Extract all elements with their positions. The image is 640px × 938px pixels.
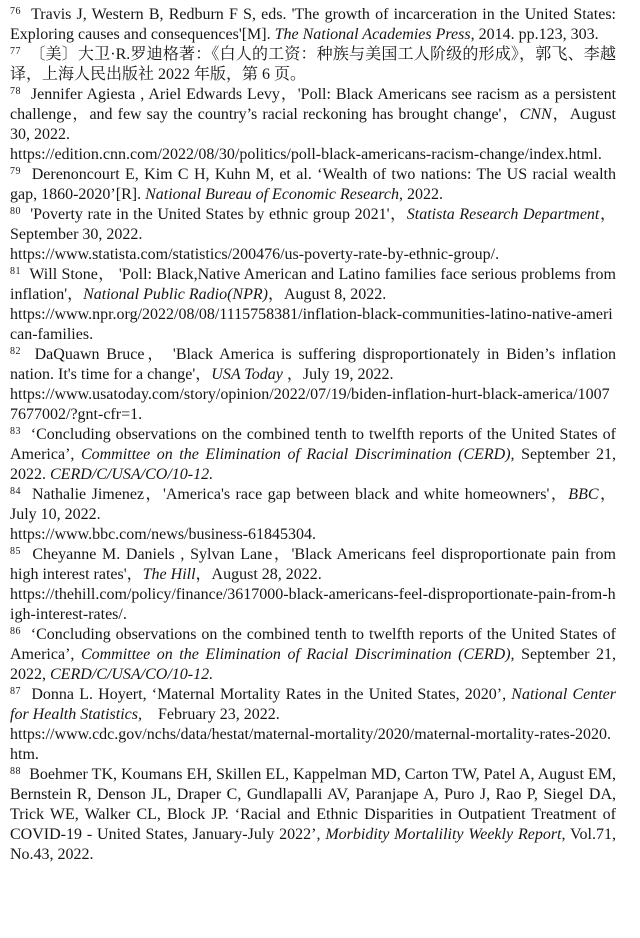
citation-text: Travis J, Western B, Redburn F S, eds. 'The growth of incarceration in the United States: Exploring causes and consequences'[M]. [10, 6, 616, 43]
footnote-number: 82 [10, 346, 21, 357]
citation-text: ‘Concluding observations on the combined tenth to twelfth reports of the United States of America’, [10, 626, 616, 663]
citation-text: September 21, 2022. [10, 446, 617, 483]
citation-text: ，July 10, 2022. [10, 486, 616, 523]
footnote-number: 84 [10, 486, 21, 497]
footnote-81 [10, 265, 616, 345]
source-title: Committee on the Elimination of Racial Discrimination (CERD), [80, 446, 515, 463]
source-title: National Public Radio(NPR) [83, 286, 268, 303]
footnote-79 [10, 165, 616, 205]
footnote-number: 85 [10, 546, 21, 557]
citation-text: Derenoncourt E, Kim C H, Kuhn M, et al. ‘Wealth of two nations: The US racial wealth gap, 1860-2020’[R]. [10, 166, 616, 203]
citation-text: ，July 19, 2022. [282, 366, 394, 383]
source-title: National Center for Health Statistics, [10, 686, 617, 723]
footnote-83 [10, 425, 616, 485]
footnote-88 [10, 765, 616, 865]
citation-text: DaQuawn Bruce， 'Black America is suffering disproportionately in Biden’s inflation nation. It's time for a change'， [10, 346, 617, 383]
source-title: Committee on the Elimination of Racial Discrimination (CERD), [80, 646, 515, 663]
footnote-number: 77 [10, 46, 21, 57]
source-title: The Hill [142, 566, 196, 583]
source-title: CNN [519, 106, 552, 123]
footnote-86 [10, 625, 616, 685]
citation-text: Cheyanne M. Daniels , Sylvan Lane，'Black Americans feel disproportionate pain from high interest rates'， [10, 546, 616, 583]
footnote-number: 78 [10, 86, 21, 97]
citation-text: ，August 28, 2022. [195, 566, 322, 583]
citation-text: ，September 30, 2022. [10, 206, 617, 243]
footnote-80 [10, 205, 616, 265]
footnote-85 [10, 545, 616, 625]
citation-text: Donna L. Hoyert, ‘Maternal Mortality Rates in the United States, 2020’, [31, 686, 512, 703]
footnote-number: 87 [10, 686, 21, 697]
citation-text: Nathalie Jimenez，'America's race gap between black and white homeowners'， [31, 486, 569, 503]
citation-text: ，August 30, 2022. [10, 106, 616, 143]
footnote-number: 83 [10, 426, 21, 437]
footnote-87 [10, 685, 616, 765]
citation-text: ，August 8, 2022. [267, 286, 387, 303]
citation-text: 'Poverty rate in the United States by ethnic group 2021'， [30, 206, 407, 223]
footnote-76 [10, 5, 616, 45]
url-text: https://thehill.com/policy/finance/3617000-black-americans-feel-disproportionate-pain-from-high-interest-rates/. [10, 586, 616, 623]
source-title: CERD/C/USA/CO/10-12. [50, 466, 214, 483]
url-text: https://www.bbc.com/news/business-61845304. [10, 526, 317, 543]
citation-text: 〔美〕大卫·R.罗迪格著：《白人的工资：种族与美国工人阶级的形成》，郭飞、李越译，上海人民出版社 2022 年版，第 6 页。 [10, 46, 616, 83]
footnote-82 [10, 345, 616, 425]
footnote-number: 88 [10, 766, 21, 777]
citation-text: ‘Concluding observations on the combined tenth to twelfth reports of the United States of America’, [10, 426, 616, 463]
citation-text: , 2022. [398, 186, 443, 203]
source-title: National Bureau of Economic Research [145, 186, 399, 203]
footnote-78 [10, 85, 616, 165]
citation-text: Will Stone， 'Poll: Black,Native American and Latino families face serious problems from inflation'， [10, 266, 616, 303]
citation-text: Jennifer Agiesta , Ariel Edwards Levy，'Poll: Black Americans see racism as a persistent challenge，and few say the country’s racial reckoning has brought change'， [10, 86, 617, 123]
citation-text: Boehmer TK, Koumans EH, Skillen EL, Kappelman MD, Carton TW, Patel A, August EM, Bernstein R, Denson JL, Draper C, Gundlapalli AV, Paranjape A, Puro J, Rao P, Siegel DA, Trick WE, Walker CL, Block JP. ‘Racial and Ethnic Disparities in Outpatient Treatment of COVID-19 - United States, January-July 2022’, [10, 766, 617, 843]
citation-text: , 2014. pp.123, 303. [470, 26, 599, 43]
citation-text: , Vol.71, No.43, 2022. [10, 826, 616, 863]
source-title: USA Today [211, 366, 283, 383]
footnote-number: 80 [10, 206, 21, 217]
source-title: CERD/C/USA/CO/10-12. [50, 666, 214, 683]
url-text: https://www.usatoday.com/story/opinion/2022/07/19/biden-inflation-hurt-black-america/10077677002/?gnt-cfr=1. [10, 386, 610, 423]
footnote-84 [10, 485, 616, 545]
citation-text: September 21, 2022, [10, 646, 617, 683]
url-text: https://www.npr.org/2022/08/08/1115758381/inflation-black-communities-latino-native-american-families. [10, 306, 613, 343]
url-text: https://www.cdc.gov/nchs/data/hestat/maternal-mortality/2020/maternal-mortality-rates-2020.htm. [10, 726, 612, 763]
footnote-number: 86 [10, 626, 21, 637]
source-title: The National Academies Press [274, 26, 471, 43]
source-title: BBC [568, 486, 599, 503]
source-title: Statista Research Department [406, 206, 600, 223]
footnote-number: 81 [10, 266, 21, 277]
footnotes-list [10, 5, 616, 865]
source-title: Morbidity Mortalility Weekly Report [325, 826, 562, 843]
url-text: https://www.statista.com/statistics/200476/us-poverty-rate-by-ethnic-group/. [10, 246, 500, 263]
url-text: https://edition.cnn.com/2022/08/30/politics/poll-black-americans-racism-change/index.html. [10, 146, 602, 163]
footnote-number: 76 [10, 6, 21, 17]
footnote-number: 79 [10, 166, 21, 177]
footnote-77 [10, 45, 616, 85]
citation-text: February 23, 2022. [142, 706, 280, 723]
